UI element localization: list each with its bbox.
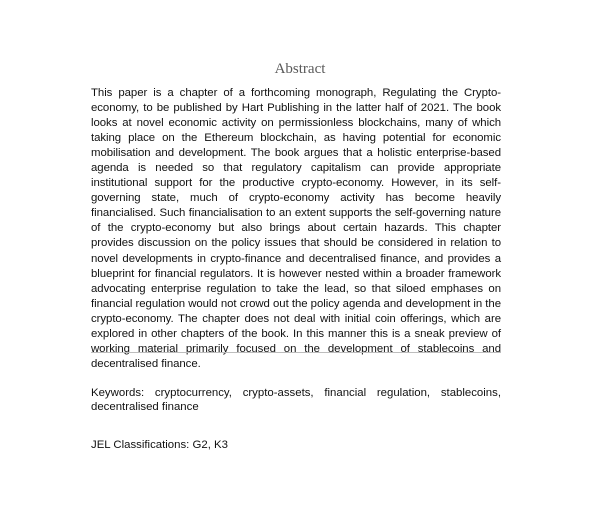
abstract-body: This paper is a chapter of a forthcoming monograph, Regulating the Crypto-economy, to be published by Hart Publishing in the latter half of 2021. The book looks at novel economic activity on permissionless blockchains, many of which taking place on the Ethereum blockchain, as having potential for economic mobilisation and development. The book argues that a holistic enterprise-based agenda is needed so that regulatory capitalism can provide appropriate institutional support for the productive crypto-economy. However, in its self-governing state, much of crypto-economy activity has become heavily financialised. Such financialisation to an extent supports the self-governing nature of the crypto-economy but also brings about certain hazards. This chapter provides discussion on the policy issues that should be considered in relation to novel developments in crypto-finance and decentralised finance, and provides a blueprint for financial regulators. It is however nested within a broader framework advocating enterprise regulation to take the lead, so that siloed emphases on financial regulation would not crowd out the policy agenda and development in the crypto-economy. The chapter does not deal with initial coin offerings, which are explored in other chapters of the book. In this manner this is a sneak preview of working material primarily focused on the development of stablecoins and decentralised finance.	[91, 87, 501, 370]
keywords-line: Keywords: cryptocurrency, crypto-assets, financial regulation, stablecoins, decentralised finance	[91, 387, 501, 413]
section-divider	[91, 352, 501, 353]
abstract-heading: Abstract	[274, 61, 326, 77]
jel-classifications: JEL Classifications: G2, K3	[91, 439, 228, 451]
